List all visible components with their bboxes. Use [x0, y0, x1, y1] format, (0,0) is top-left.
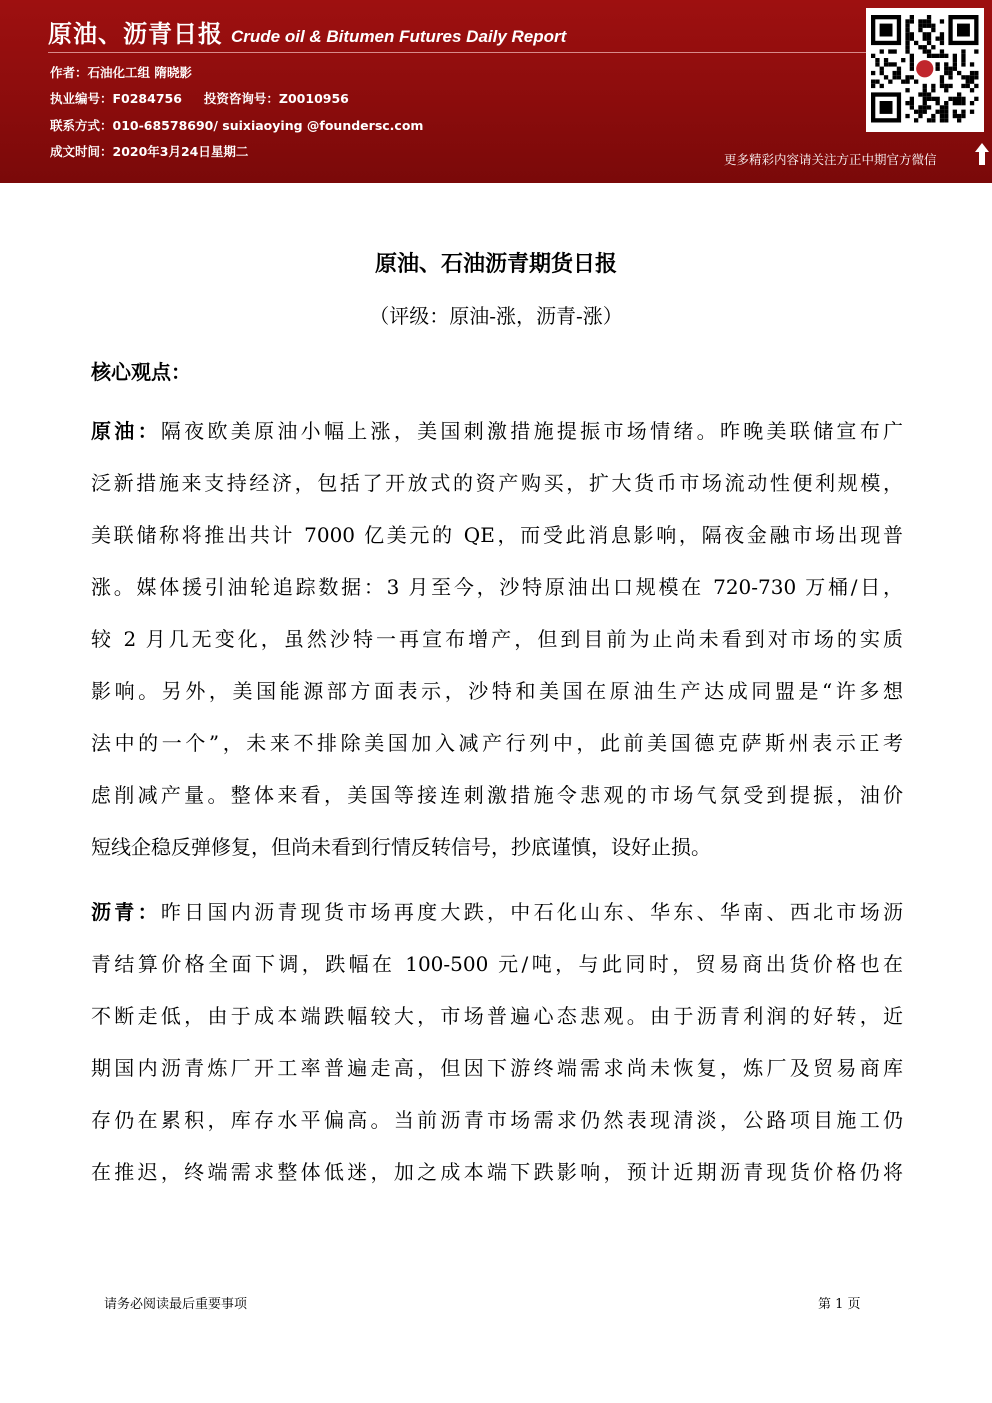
paragraph-line: 法中的一个”，未来不排除美国加入减产行列中，此前美国德克萨斯州表示正考 [91, 731, 903, 755]
author-line: 作者：石油化工组 隋晓影 [50, 65, 192, 80]
paragraph-line: 存仍在累积，库存水平偏高。当前沥青市场需求仍然表现清淡，公路项目施工仍 [91, 1108, 903, 1132]
document-title: 原油、石油沥青期货日报 [374, 252, 617, 277]
core-views-heading: 核心观点： [91, 360, 191, 384]
crude-oil-paragraph [91, 405, 903, 873]
contact-line: 联系方式：010-68578690/ suixiaoying @foundersc.com [50, 118, 424, 133]
bitumen-paragraph [91, 886, 903, 1198]
rating-line: （评级：原油-涨，沥青-涨） [369, 304, 623, 328]
follow-wechat-text: 更多精彩内容请关注方正中期官方微信 [724, 152, 937, 167]
license-line [50, 89, 349, 107]
paragraph-line: 虑削减产量。整体来看，美国等接连刺激措施令悲观的市场气氛受到提振，油价 [91, 783, 903, 807]
paragraph-line: 不断走低，由于成本端跌幅较大，市场普遍心态悲观。由于沥青利润的好转，近 [91, 1004, 903, 1028]
header-divider [48, 52, 868, 53]
report-title-en: Crude oil & Bitumen Futures Daily Report [231, 27, 567, 46]
date-line: 成文时间：2020年3月24日星期二 [50, 144, 249, 159]
paragraph-line: 美联储称将推出共计 7000 亿美元的 QE，而受此消息影响，隔夜金融市场出现普 [91, 523, 903, 547]
up-arrow-icon [974, 142, 990, 166]
paragraph-line: 泛新措施来支持经济，包括了开放式的资产购买，扩大货币市场流动性便利规模， [91, 471, 903, 495]
page-number: 第 1 页 [818, 1297, 861, 1312]
report-header [0, 0, 992, 183]
paragraph-line: 青结算价格全面下调，跌幅在 100-500 元/吨，与此同时，贸易商出货价格也在 [91, 952, 903, 976]
crude-oil-lead: 原油： [91, 419, 161, 443]
advisory-number: 投资咨询号：Z0010956 [203, 91, 349, 106]
paragraph-line: 沥青：昨日国内沥青现货市场再度大跌，中石化山东、华东、华南、西北市场沥 [91, 900, 904, 924]
paragraph-line: 原油：隔夜欧美原油小幅上涨，美国刺激措施提振市场情绪。昨晚美联储宣布广 [91, 419, 904, 443]
paragraph-line: 期国内沥青炼厂开工率普遍走高，但因下游终端需求尚未恢复，炼厂及贸易商库 [91, 1056, 903, 1080]
qr-code-icon [866, 8, 984, 132]
paragraph-line: 在推迟，终端需求整体低迷，加之成本端下跌影响，预计近期沥青现货价格仍将 [91, 1160, 903, 1184]
report-title-cn: 原油、沥青日报 [48, 20, 223, 48]
paragraph-line: 较 2 月几无变化，虽然沙特一再宣布增产，但到目前为止尚未看到对市场的实质 [91, 627, 903, 651]
header-title-row [48, 14, 566, 49]
footer-notice: 请务必阅读最后重要事项 [104, 1297, 248, 1312]
paragraph-line: 短线企稳反弹修复，但尚未看到行情反转信号，抄底谨慎，设好止损。 [91, 835, 711, 859]
paragraph-line: 涨。媒体援引油轮追踪数据：3 月至今，沙特原油出口规模在 720-730 万桶/日， [91, 575, 903, 599]
bitumen-lead: 沥青： [91, 900, 161, 924]
paragraph-line: 影响。另外，美国能源部方面表示，沙特和美国在原油生产达成同盟是“许多想 [91, 679, 903, 703]
license-number: 执业编号：F0284756 [50, 91, 182, 106]
